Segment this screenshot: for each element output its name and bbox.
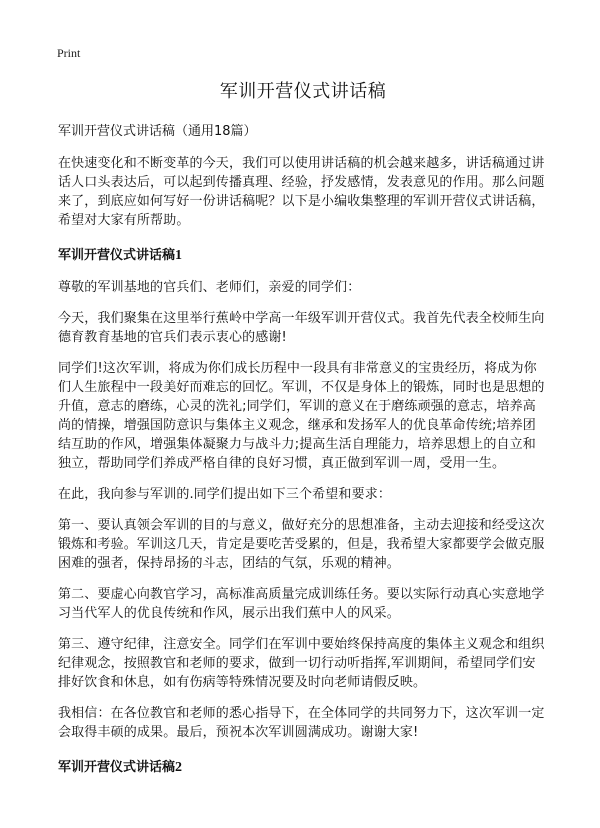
section-heading-1 bbox=[58, 246, 548, 266]
intro-paragraph: 在快速变化和不断变革的今天，我们可以使用讲话稿的机会越来越多，讲话稿通过讲话人口头表达后，可以起到传播真理、经验，抒发感情，发表意见的作用。那么问题来了，到底应如何写好一份讲话稿呢？以下是小编收集整理的军训开营仪式讲话稿，希望对大家有所帮助。 bbox=[58, 156, 545, 228]
section-1-paragraph: 第三、遵守纪律，注意安全。同学们在军训中要始终保持高度的集体主义观念和组织纪律观念，按照教官和老师的要求，做到一切行动听指挥,军训期间，希望同学们安排好饮食和休息，如有伤病等特殊情况要及时向老师请假反映。 bbox=[58, 637, 545, 690]
section-heading-number: 1 bbox=[175, 248, 183, 263]
section-1-paragraph: 尊敬的军训基地的官兵们、老师们，亲爱的同学们： bbox=[58, 280, 361, 295]
document-page bbox=[58, 76, 548, 790]
section-1-paragraph: 我相信：在各位教官和老师的悉心指导下，在全体同学的共同努力下，这次军训一定会取得丰硕的成果。最后，预祝本次军训圆满成功。谢谢大家! bbox=[58, 706, 545, 740]
section-heading-text: 军训开营仪式讲话稿 bbox=[58, 248, 176, 263]
section-1-paragraph: 在此，我向参与军训的.同学们提出如下三个希望和要求： bbox=[58, 487, 392, 502]
section-1-paragraph: 第二、要虚心向教官学习，高标准高质量完成训练任务。要以实际行动真心实意地学习当代军人的优良传统和作风，展示出我们蕉中人的风采。 bbox=[58, 587, 545, 621]
section-1-paragraph: 第一、要认真领会军训的目的与意义，做好充分的思想准备，主动去迎接和经受这次锻炼和考验。军训这几天，肯定是要吃苦受累的，但是，我希望大家都要学会做克服困难的强者，保持昂扬的斗志，团结的气氛，乐观的精神。 bbox=[58, 518, 545, 571]
section-heading-number: 2 bbox=[175, 760, 183, 775]
document-subtitle: 军训开营仪式讲话稿（通用18篇） bbox=[58, 124, 257, 139]
print-link[interactable]: Print bbox=[57, 46, 81, 60]
section-1-paragraph: 同学们!这次军训，将成为你们成长历程中一段具有非常意义的宝贵经历，将成为你们人生旅程中一段美好而难忘的回忆。军训，不仅是身体上的锻炼，同时也是思想的升值，意志的磨练，心灵的洗礼;同学们，军训的意义在于磨练顽强的意志，培养高尚的情操，增强国防意识与集体主义观念，继承和发扬军人的优良革命传统;培养团结互助的作风，增强集体凝聚力与战斗力;提高生活自理能力，培养思想上的自立和独立，帮助同学们养成严格自律的良好习惯，真正做到军训一周，受用一生。 bbox=[58, 361, 545, 471]
page-title: 军训开营仪式讲话稿 bbox=[219, 81, 387, 102]
section-heading-2 bbox=[58, 758, 548, 778]
section-heading-text: 军训开营仪式讲话稿 bbox=[58, 760, 176, 775]
section-1-paragraph: 今天，我们聚集在这里举行蕉岭中学高一年级军训开营仪式。我首先代表全校师生向德育教育基地的官兵们表示衷心的感谢! bbox=[58, 311, 545, 345]
